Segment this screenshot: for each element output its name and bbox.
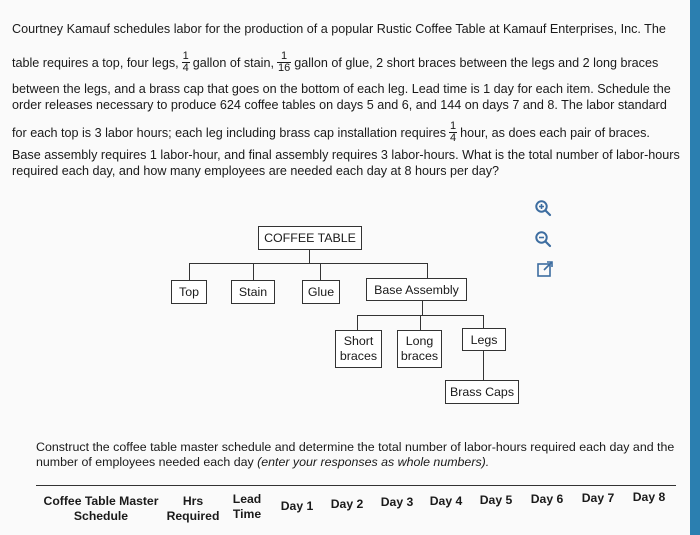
col-day-7: Day 7 (581, 491, 615, 505)
fraction-stain: $\frac{1}{4}$ (182, 50, 189, 74)
bom-node-short-braces: Short braces (335, 330, 382, 368)
zoom-in-icon[interactable] (534, 199, 552, 217)
instructions-hint: (enter your responses as whole numbers). (257, 454, 490, 469)
problem-line: for each top is 3 labor hours; each leg including brass cap installation requires $\frac{1}{4}$ hour, as does each pair of braces. (12, 120, 650, 144)
side-bar (690, 0, 700, 535)
problem-line: Base assembly requires 1 labor-hour, and final assembly requires 3 labor-hours. What is the total number of labor-hours (12, 148, 680, 162)
zoom-out-icon[interactable] (534, 230, 552, 248)
col-day-2: Day 2 (330, 497, 364, 511)
col-day-8: Day 8 (632, 490, 666, 504)
col-day-6: Day 6 (530, 492, 564, 506)
bom-node-top: Top (171, 280, 207, 304)
problem-line: required each day, and how many employees are needed each day at 8 hours per day? (12, 164, 500, 178)
col-day-5: Day 5 (479, 493, 513, 507)
col-day-3: Day 3 (380, 495, 414, 509)
problem-line: between the legs, and a brass cap that goes on the bottom of each leg. Lead time is 1 day for each item. Schedule the (12, 82, 671, 96)
col-day-4: Day 4 (429, 494, 463, 508)
fraction-glue: $\frac{1}{16}$ (277, 50, 291, 74)
col-master-schedule: Coffee Table Master Schedule (43, 494, 159, 523)
problem-line: table requires a top, four legs, $\frac{1}{4}$ gallon of stain, $\frac{1}{16}$ gallon of glue, 2 short braces between the legs and 2 long braces (12, 50, 659, 74)
bom-node-long-braces: Long braces (397, 330, 442, 368)
col-day-1: Day 1 (280, 499, 314, 513)
fraction-leg: $\frac{1}{4}$ (450, 120, 457, 144)
bom-node-brass-caps: Brass Caps (445, 380, 519, 404)
table-top-rule (36, 485, 676, 486)
instructions: Construct the coffee table master schedule and determine the total number of labor-hours required each day and the number of employees needed each day (enter your responses as whole numbers). (36, 440, 675, 469)
bom-node-coffee-table: COFFEE TABLE (258, 226, 362, 250)
col-lead-time: Lead Time (232, 492, 262, 521)
bom-node-base-assembly: Base Assembly (366, 278, 467, 301)
external-link-icon[interactable] (536, 260, 554, 278)
bom-node-legs: Legs (462, 328, 506, 351)
col-hrs-required: Hrs Required (166, 494, 220, 523)
bom-node-stain: Stain (231, 280, 275, 304)
bom-node-glue: Glue (302, 280, 340, 304)
problem-line: order releases necessary to produce 624 coffee tables on days 5 and 6, and 144 on days 7 and 8. The labor standard (12, 98, 667, 112)
problem-line: Courtney Kamauf schedules labor for the production of a popular Rustic Coffee Table at Kamauf Enterprises, Inc. The (12, 22, 666, 36)
